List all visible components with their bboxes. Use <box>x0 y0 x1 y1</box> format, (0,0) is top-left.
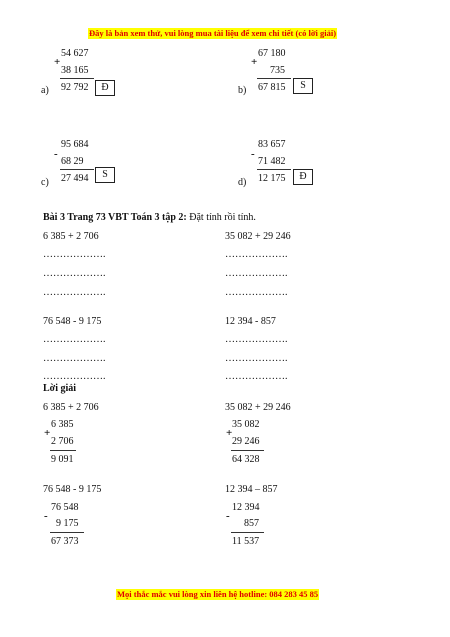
answer-line[interactable]: ………………. <box>225 249 288 260</box>
result-number: 67 815 <box>258 82 286 93</box>
solution-heading: Lời giải <box>43 383 77 394</box>
solution-title: 76 548 - 9 175 <box>43 484 102 495</box>
problem-text: 76 548 - 9 175 <box>43 316 102 327</box>
top-number: 83 657 <box>258 139 286 150</box>
problem-text: 35 082 + 29 246 <box>225 231 291 242</box>
minus-sign: - <box>44 510 48 522</box>
problem-label: d) <box>238 177 247 188</box>
plus-sign: + <box>54 56 61 68</box>
answer-line[interactable]: ………………. <box>43 268 106 279</box>
solution-title: 35 082 + 29 246 <box>225 402 291 413</box>
answer-box[interactable]: S <box>95 167 115 183</box>
bottom-number: 29 246 <box>232 436 260 447</box>
plus-sign: + <box>251 56 258 68</box>
result-number: 27 494 <box>61 173 89 184</box>
exercise-instruction: Đặt tính rồi tính. <box>189 212 256 223</box>
bottom-number: 857 <box>244 518 259 529</box>
answer-line[interactable]: ………………. <box>225 353 288 364</box>
solution-title: 6 385 + 2 706 <box>43 402 99 413</box>
top-number: 76 548 <box>51 502 79 513</box>
result-number: 64 328 <box>232 454 260 465</box>
problem-text: 12 394 - 857 <box>225 316 276 327</box>
answer-line[interactable]: ………………. <box>43 334 106 345</box>
answer-line[interactable]: ………………. <box>225 334 288 345</box>
difference-line <box>60 169 94 170</box>
difference-line <box>50 532 84 533</box>
footer-banner: Mọi thắc mắc vui lòng xin liên hệ hotline: 084 283 45 85 <box>117 589 319 599</box>
answer-line[interactable]: ………………. <box>225 268 288 279</box>
problem-label: c) <box>41 177 49 188</box>
solution-title: 12 394 – 857 <box>225 484 278 495</box>
answer-line[interactable]: ………………. <box>43 249 106 260</box>
top-number: 6 385 <box>51 419 74 430</box>
answer-box[interactable]: Đ <box>95 80 115 96</box>
result-number: 92 792 <box>61 82 89 93</box>
bottom-number: 9 175 <box>56 518 79 529</box>
result-number: 9 091 <box>51 454 74 465</box>
sum-line <box>60 78 94 79</box>
bottom-number: 38 165 <box>61 65 89 76</box>
problem-text: 6 385 + 2 706 <box>43 231 99 242</box>
bottom-number: 735 <box>270 65 285 76</box>
minus-sign: - <box>251 148 255 160</box>
sum-line <box>257 78 291 79</box>
plus-sign: + <box>44 427 51 439</box>
sum-line <box>231 450 264 451</box>
answer-line[interactable]: ………………. <box>225 287 288 298</box>
minus-sign: - <box>226 510 230 522</box>
top-number: 35 082 <box>232 419 260 430</box>
problem-label: b) <box>238 85 247 96</box>
top-number: 95 684 <box>61 139 89 150</box>
difference-line <box>231 532 264 533</box>
minus-sign: - <box>54 148 58 160</box>
difference-line <box>257 169 291 170</box>
answer-line[interactable]: ………………. <box>43 371 106 382</box>
plus-sign: + <box>226 427 233 439</box>
problem-label: a) <box>41 85 49 96</box>
bottom-number: 68 29 <box>61 156 84 167</box>
sum-line <box>50 450 76 451</box>
answer-box[interactable]: S <box>293 78 313 94</box>
answer-line[interactable]: ………………. <box>43 287 106 298</box>
bottom-number: 2 706 <box>51 436 74 447</box>
top-number: 12 394 <box>232 502 260 513</box>
exercise-heading <box>43 212 256 224</box>
bottom-number: 71 482 <box>258 156 286 167</box>
answer-box[interactable]: Đ <box>293 169 313 185</box>
result-number: 12 175 <box>258 173 286 184</box>
top-number: 54 627 <box>61 48 89 59</box>
answer-line[interactable]: ………………. <box>43 353 106 364</box>
result-number: 11 537 <box>232 536 260 547</box>
answer-line[interactable]: ………………. <box>225 371 288 382</box>
top-number: 67 180 <box>258 48 286 59</box>
exercise-title: Bài 3 Trang 73 VBT Toán 3 tập 2: <box>43 212 187 223</box>
header-banner: Đây là bản xem thử, vui lòng mua tài liệu để xem chi tiết (có lời giải) <box>89 28 337 38</box>
result-number: 67 373 <box>51 536 79 547</box>
